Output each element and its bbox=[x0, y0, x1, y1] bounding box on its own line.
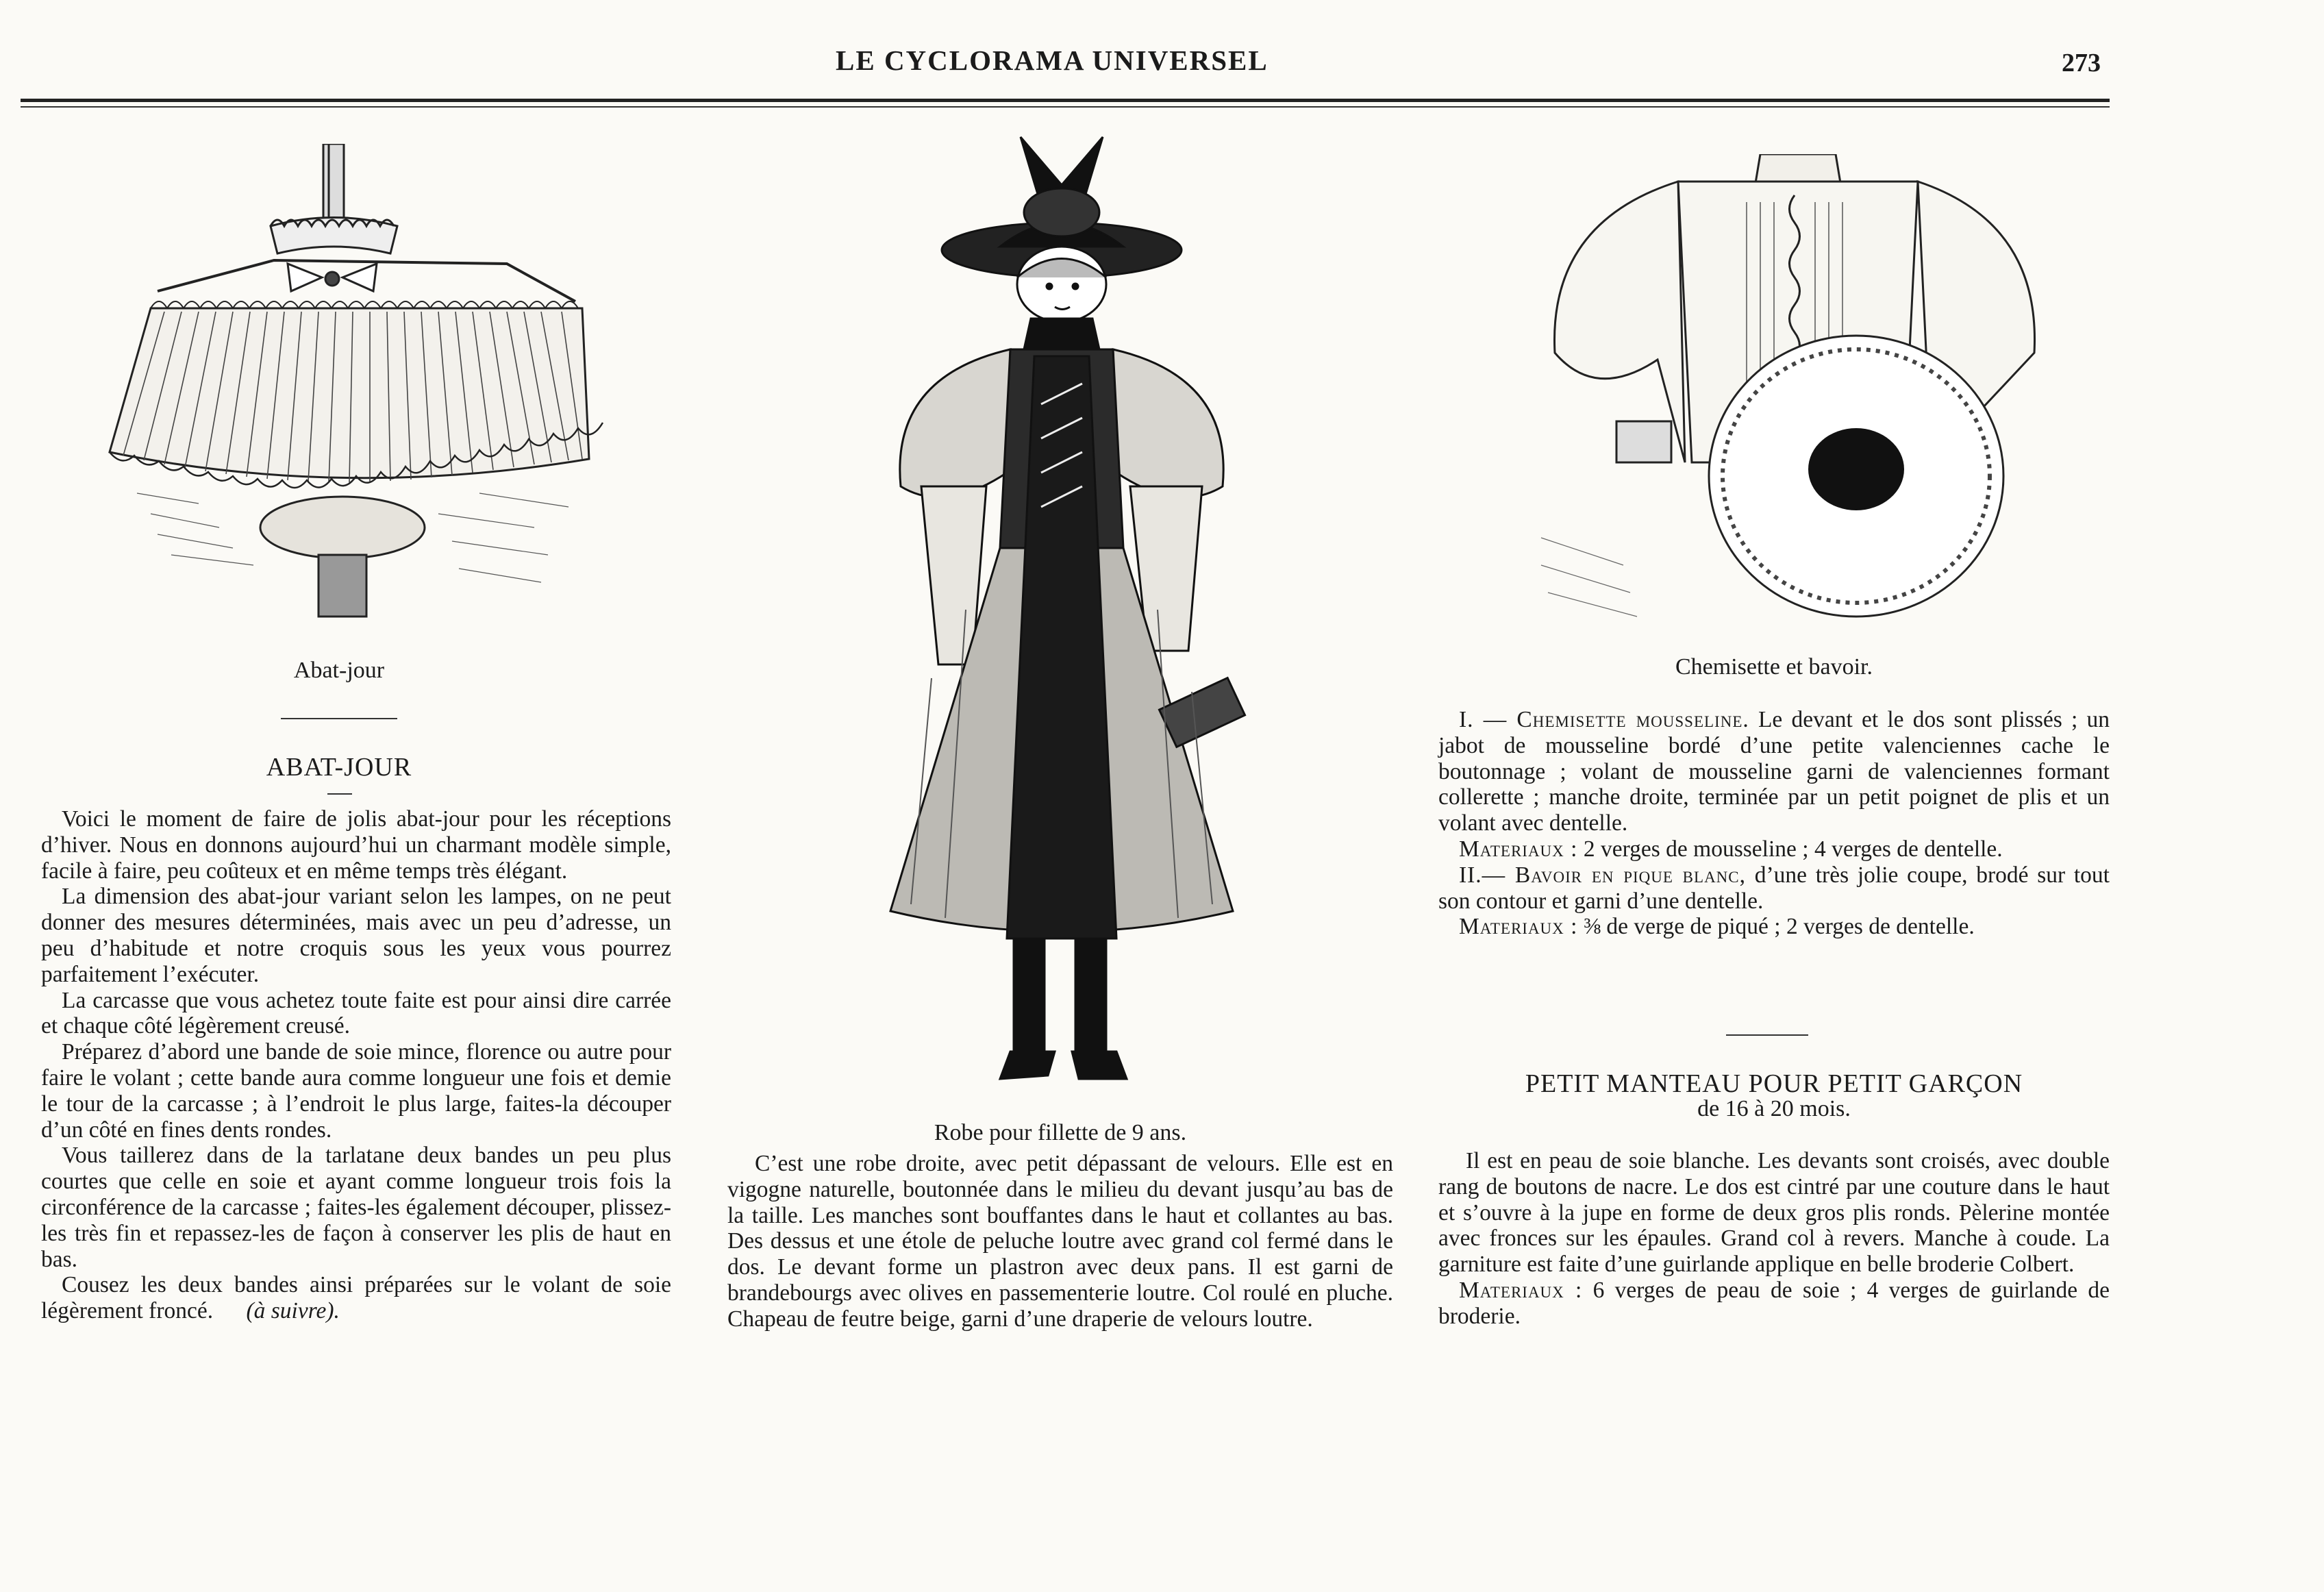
materials-label: Materiaux : bbox=[1459, 914, 1578, 940]
abat-jour-heading: ABAT-JOUR bbox=[266, 753, 412, 782]
lampshade-caption: Abat-jour bbox=[293, 658, 385, 683]
manteau-heading: PETIT MANTEAU POUR PETIT GARÇON bbox=[1525, 1069, 2023, 1098]
paragraph: La dimension des abat-jour variant selon les lampes, on ne peut donner des mesures déterminées, mais avec un peu d’adresse, un peu d’habitude et notre croquis sous les yeux vous pourrez parfaitement l’exécuter. bbox=[41, 884, 671, 987]
chemisette-caption: Chemisette et bavoir. bbox=[1675, 654, 1873, 680]
materials-label: Materiaux : bbox=[1459, 836, 1578, 862]
dress-text bbox=[727, 1151, 1393, 1332]
item2-materials bbox=[1438, 914, 2110, 940]
to-be-continued: (à suivre). bbox=[246, 1298, 340, 1324]
paragraph-text: Cousez les deux bandes ainsi préparées sur le volant de soie légèrement froncé. bbox=[41, 1272, 671, 1324]
section-rule bbox=[1726, 1034, 1808, 1036]
paragraph: La carcasse que vous achetez toute faite est pour ainsi dire carrée et chaque côté légèrement creusé. bbox=[41, 987, 671, 1039]
running-head: LE CYCLORAMA UNIVERSEL bbox=[836, 45, 1269, 76]
item2-text: d’une très jolie coupe, brodé sur tout son contour et garni d’une dentelle. bbox=[1438, 862, 2110, 914]
paragraph: Il est en peau de soie blanche. Les devants sont croisés, avec double rang de boutons de nacre. Le dos est cintré par une couture dans le haut et s’ouvre à la jupe en forme de deux gros plis ronds. Pèlerine montée avec fronces sur les épaules. Grand col à revers. Manche à coude. La garniture est faite d’une guirlande applique en belle broderie Colbert. bbox=[1438, 1148, 2110, 1278]
heading-rule bbox=[327, 793, 352, 795]
paragraph: Voici le moment de faire de jolis abat-jour pour les réceptions d’hiver. Nous en donnons aujourd’hui un charmant modèle simple, facile à faire, peu coûteux et en même temps très élégant. bbox=[41, 806, 671, 884]
paragraph: Vous taillerez dans de la tarlatane deux bandes un peu plus courtes que celle en soie et ayant comme longueur trois fois la circonférence de la carcasse ; faites-les également découper, plissez-les très fin et repassez-les de façon à conserver les plis de haut en bas. bbox=[41, 1143, 671, 1272]
abat-jour-text bbox=[41, 806, 671, 1324]
caption-rule bbox=[281, 718, 397, 719]
manteau-subheading: de 16 à 20 mois. bbox=[1697, 1096, 1851, 1121]
item2-paragraph bbox=[1438, 862, 2110, 915]
manteau-materials bbox=[1438, 1278, 2110, 1330]
paragraph: C’est une robe droite, avec petit dépassant de velours. Elle est en vigogne naturelle, boutonnée dans le milieu du devant jusqu’au bas de la taille. Les manches sont bouffantes dans le haut et collantes au bas. Des dessus et une étole de peluche loutre avec grand col fermé dans le dos. Le devant forme un plastron avec deux pans. Il est garni de brandebourgs avec olives en passementerie loutre. Col roulé en pluche. Chapeau de feutre beige, garni d’une draperie de velours loutre. bbox=[727, 1151, 1393, 1332]
item1-paragraph bbox=[1438, 707, 2110, 836]
header-rule bbox=[21, 99, 2110, 102]
paragraph: Préparez d’abord une bande de soie mince, florence ou autre pour faire le volant ; cette bande aura comme longueur une fois et demie le tour de la carcasse ; à l’endroit le plus large, faites-la découper d’un côté en fines dents rondes. bbox=[41, 1039, 671, 1143]
dress-caption: Robe pour fillette de 9 ans. bbox=[934, 1120, 1187, 1145]
materials-text: ⅜ de verge de piqué ; 2 verges de dentelle. bbox=[1583, 914, 1975, 940]
girl-dress-illustration bbox=[836, 130, 1288, 1096]
manteau-text bbox=[1438, 1148, 2110, 1330]
header-rule-thin bbox=[21, 106, 2110, 108]
materials-text: 6 verges de peau de soie ; 4 verges de guirlande de broderie. bbox=[1438, 1277, 2110, 1329]
item1-materials bbox=[1438, 836, 2110, 862]
chemisette-illustration bbox=[1521, 154, 2041, 627]
page-number: 273 bbox=[2062, 49, 2101, 77]
item2-label: II.— Bavoir en pique blanc, bbox=[1459, 862, 1747, 888]
lampshade-illustration bbox=[96, 144, 616, 623]
materials-label: Materiaux : bbox=[1459, 1277, 1583, 1303]
chemisette-text bbox=[1438, 707, 2110, 940]
item1-text: Le devant et le dos sont plissés ; un jabot de mousseline bordé d’une petite valenciennes cache le boutonnage ; volant de mousseline garni de valenciennes formant collerette ; manche droite, terminée par un petit poignet de plis et un volant avec dentelle. bbox=[1438, 707, 2110, 836]
paragraph bbox=[41, 1272, 671, 1324]
item1-label: I. — Chemisette mousseline. bbox=[1459, 707, 1749, 732]
materials-text: 2 verges de mousseline ; 4 verges de dentelle. bbox=[1583, 836, 2003, 862]
